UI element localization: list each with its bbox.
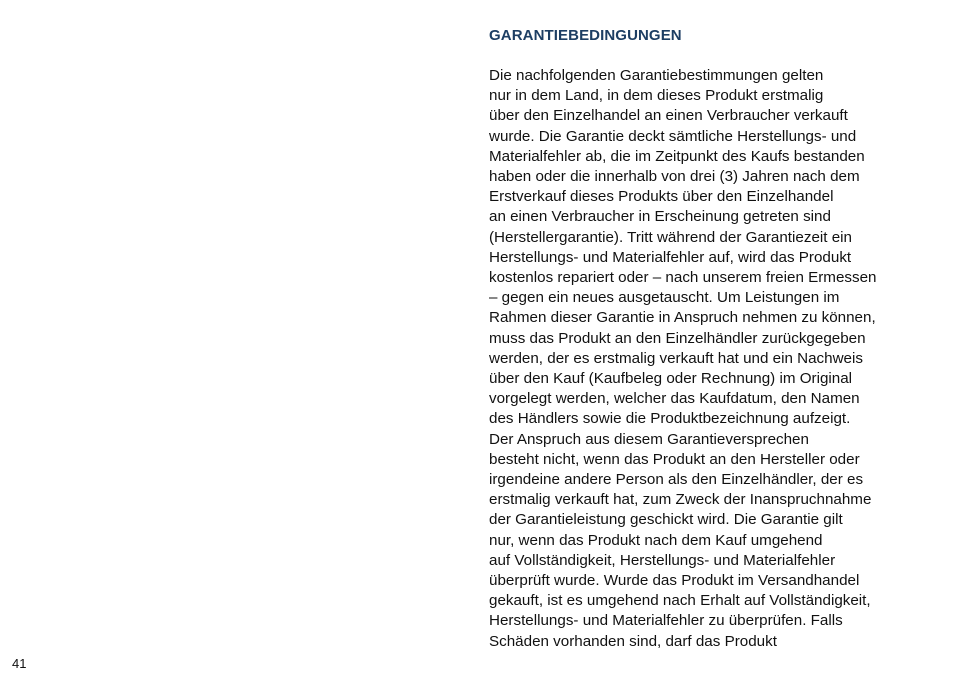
text-line: besteht nicht, wenn das Produkt an den Hersteller oder [489, 450, 860, 468]
text-line: Schäden vorhanden sind, darf das Produkt [489, 632, 777, 650]
text-line: muss das Produkt an den Einzelhändler zurückgegeben [489, 329, 866, 347]
text-line: nur, wenn das Produkt nach dem Kauf umgehend [489, 531, 823, 549]
text-line: (Herstellergarantie). Tritt während der Garantiezeit ein [489, 228, 852, 246]
text-line: – gegen ein neues ausgetauscht. Um Leistungen im [489, 289, 840, 307]
text-line: Erstverkauf dieses Produkts über den Einzelhandel [489, 188, 834, 206]
text-line: über den Kauf (Kaufbeleg oder Rechnung) im Original [489, 370, 853, 388]
text-line: überprüft wurde. Wurde das Produkt im Versandhandel [489, 572, 860, 590]
text-line: Herstellungs- und Materialfehler zu überprüfen. Falls [489, 612, 843, 630]
text-line: haben oder die innerhalb von drei (3) Jahren nach dem [489, 168, 860, 186]
text-line: werden, der es erstmalig verkauft hat und ein Nachweis [489, 349, 863, 367]
text-line: des Händlers sowie die Produktbezeichnung aufzeigt. [489, 410, 851, 428]
text-line: nur in dem Land, in dem dieses Produkt erstmalig [489, 87, 824, 105]
text-line: Die nachfolgenden Garantiebestimmungen gelten [489, 67, 824, 84]
text-line: vorgelegt werden, welcher das Kaufdatum, den Namen [489, 390, 860, 408]
text-line: auf Vollständigkeit, Herstellungs- und Materialfehler [489, 551, 836, 569]
text-line: wurde. Die Garantie deckt sämtliche Herstellungs- und [489, 127, 857, 145]
warranty-body-text [489, 66, 949, 652]
section-heading: GARANTIEBEDINGUNGEN [489, 27, 682, 44]
text-line: kostenlos repariert oder – nach unserem freien Ermessen [489, 269, 877, 287]
text-line: erstmalig verkauft hat, zum Zweck der Inanspruchnahme [489, 491, 872, 509]
text-line: Materialfehler ab, die im Zeitpunkt des Kaufs bestanden [489, 147, 865, 165]
text-line: über den Einzelhandel an einen Verbraucher verkauft [489, 107, 848, 125]
text-line: gekauft, ist es umgehend nach Erhalt auf Vollständigkeit, [489, 592, 871, 610]
text-line: irgendeine andere Person als den Einzelhändler, der es [489, 471, 864, 489]
text-line: der Garantieleistung geschickt wird. Die Garantie gilt [489, 511, 843, 529]
text-line: Herstellungs- und Materialfehler auf, wird das Produkt [489, 248, 852, 266]
text-line: Der Anspruch aus diesem Garantieversprechen [489, 430, 809, 448]
text-line: Rahmen dieser Garantie in Anspruch nehmen zu können, [489, 309, 876, 327]
text-line: an einen Verbraucher in Erscheinung getreten sind [489, 208, 831, 226]
page-number: 41 [12, 656, 27, 671]
